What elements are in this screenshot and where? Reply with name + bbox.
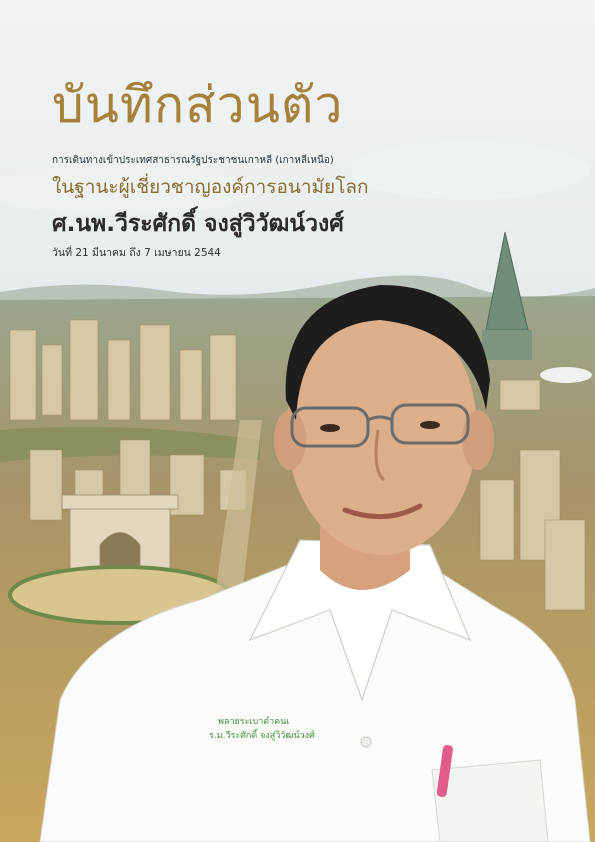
date-range: วันที่ 21 มีนาคม ถึง 7 เมษายน 2544	[52, 247, 221, 259]
shirt-embroidery-line2: ร.ม.วีระศักดิ์ จงสู่วิวัฒน์วงศ์	[209, 731, 315, 741]
subtitle-trip: การเดินทางเข้าประเทศสาธารณรัฐประชาชนเกาหลี (เกาหลีเหนือ)	[52, 155, 334, 166]
author-name: ศ.นพ.วีระศักดิ์ จงสู่วิวัฒน์วงศ์	[52, 211, 344, 237]
subtitle-role: ในฐานะผู้เชี่ยวชาญองค์การอนามัยโลก	[52, 176, 369, 198]
shirt-embroidery-line1: พลายระเบาดำคนเ	[218, 717, 290, 727]
book-title: บันทึกส่วนตัว	[52, 76, 344, 134]
